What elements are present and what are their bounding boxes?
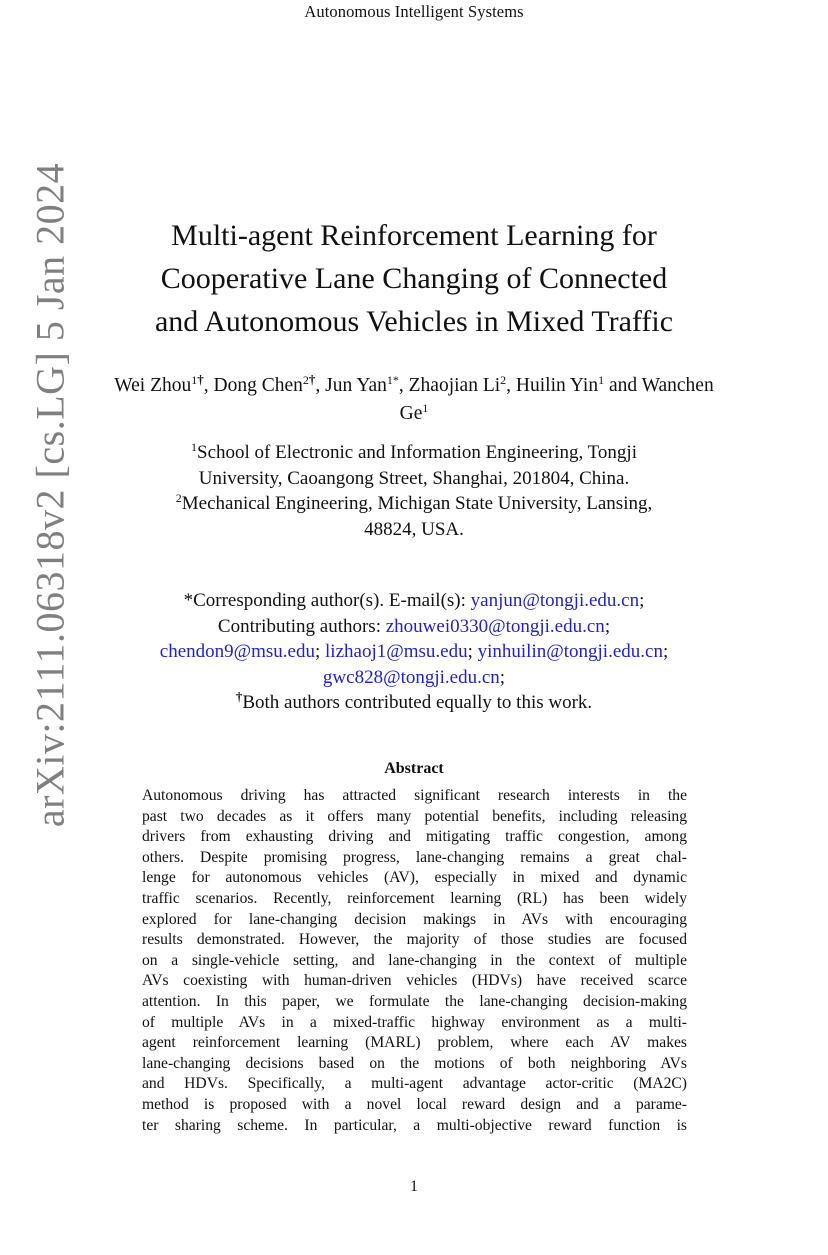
abstract-body — [142, 786, 687, 1136]
title-line: and Autonomous Vehicles in Mixed Traffic — [154, 305, 674, 338]
email-link[interactable]: lizhaoj1@msu.edu — [325, 641, 468, 663]
email-link[interactable]: yanjun@tongji.edu.cn — [470, 590, 640, 611]
abstract-line: lenge for autonomous vehicles (AV), especially in mixed and dynamic — [142, 869, 687, 887]
email-link[interactable]: yinhuilin@tongji.edu.cn — [477, 641, 663, 663]
paper-title — [110, 214, 718, 343]
author-list: Wei Zhou$^{1\dagger}$, Dong Chen$^{2\dagger}$, Jun Yan$^{1*}$, Zhaojian Li$^2$, Huilin Yin$^1$ and Wanchen Ge$^1$ — [114, 372, 714, 424]
abstract-line: agent reinforcement learning (MARL) problem, where each AV makes — [142, 1034, 687, 1052]
corresponding-author-line: *Corresponding author(s). E-mail(s): yanjun@tongji.edu.cn; — [183, 590, 645, 611]
affiliation-1-cont: University, Caoangong Street, Shanghai, 201804, China. — [198, 467, 630, 489]
abstract-line: ter sharing scheme. In particular, a multi-objective reward function is — [142, 1116, 687, 1134]
abstract-line: lane-changing decisions based on the motions of both neighboring AVs — [142, 1054, 687, 1072]
contributing-authors-line: Contributing authors: zhouwei0330@tongji.edu.cn; — [217, 615, 611, 637]
abstract-line: Autonomous driving has attracted significant research interests in the — [142, 787, 687, 804]
affiliation-2: $^2$Mechanical Engineering, Michigan State University, Lansing, — [175, 491, 653, 514]
arxiv-identifier: arXiv:2111.06318v2 [cs.LG] 5 Jan 2024 — [27, 162, 73, 828]
contributing-emails-line: chendon9@msu.edu; lizhaoj1@msu.edu; yinhuilin@tongji.edu.cn; — [159, 641, 669, 663]
email-link[interactable]: gwc828@tongji.edu.cn — [322, 666, 500, 688]
running-head: Autonomous Intelligent Systems — [304, 2, 524, 21]
author: Wei Zhou$^{1\dagger}$ — [114, 372, 204, 396]
affiliation-2-cont: 48824, USA. — [364, 518, 464, 540]
author: Wanchen Ge$^1$ — [399, 375, 714, 424]
abstract-line: attention. In this paper, we formulate the lane-changing decision-making — [142, 992, 687, 1010]
abstract-line: method is proposed with a novel local reward design and a parame- — [142, 1095, 687, 1113]
author: Huilin Yin$^1$ — [515, 373, 605, 396]
affiliation-1: $^1$School of Electronic and Information Engineering, Tongji — [191, 440, 637, 463]
page-number: 1 — [410, 1178, 418, 1195]
abstract-line: of multiple AVs in a mixed-traffic highway environment as a multi- — [142, 1013, 687, 1031]
abstract-line: past two decades as it offers many potential benefits, including releasing — [142, 807, 687, 825]
email-link[interactable]: chendon9@msu.edu — [159, 641, 315, 663]
abstract-line: results demonstrated. However, the majority of those studies are focused — [142, 931, 687, 949]
equal-contribution-note: †Both authors contributed equally to this work. — [235, 689, 593, 714]
author: Zhaojian Li$^2$ — [408, 373, 507, 396]
contributing-emails-line: gwc828@tongji.edu.cn; — [322, 666, 506, 688]
title-line: Cooperative Lane Changing of Connected — [160, 262, 668, 295]
abstract-line: explored for lane-changing decision makings in AVs with encouraging — [142, 910, 687, 928]
abstract-line: AVs coexisting with human-driven vehicles (HDVs) have received scarce — [142, 972, 687, 990]
abstract-line: traffic scenarios. Recently, reinforcement learning (RL) has been widely — [142, 889, 687, 907]
abstract-line: on a single-vehicle setting, and lane-changing in the context of multiple — [142, 951, 687, 969]
abstract-line: others. Despite promising progress, lane-changing remains a great chal- — [142, 848, 687, 866]
abstract-line: and HDVs. Specifically, a multi-agent advantage actor-critic (MA2C) — [142, 1075, 687, 1093]
email-link[interactable]: zhouwei0330@tongji.edu.cn — [385, 615, 605, 637]
correspondence — [100, 588, 728, 716]
abstract-heading: Abstract — [384, 760, 444, 777]
author: Dong Chen$^{2\dagger}$ — [213, 372, 316, 396]
author: Jun Yan$^{1*}$ — [325, 373, 399, 396]
title-line: Multi-agent Reinforcement Learning for — [171, 219, 657, 252]
affiliations — [110, 440, 718, 542]
abstract-line: drivers from exhausting driving and mitigating traffic congestion, among — [142, 828, 687, 846]
